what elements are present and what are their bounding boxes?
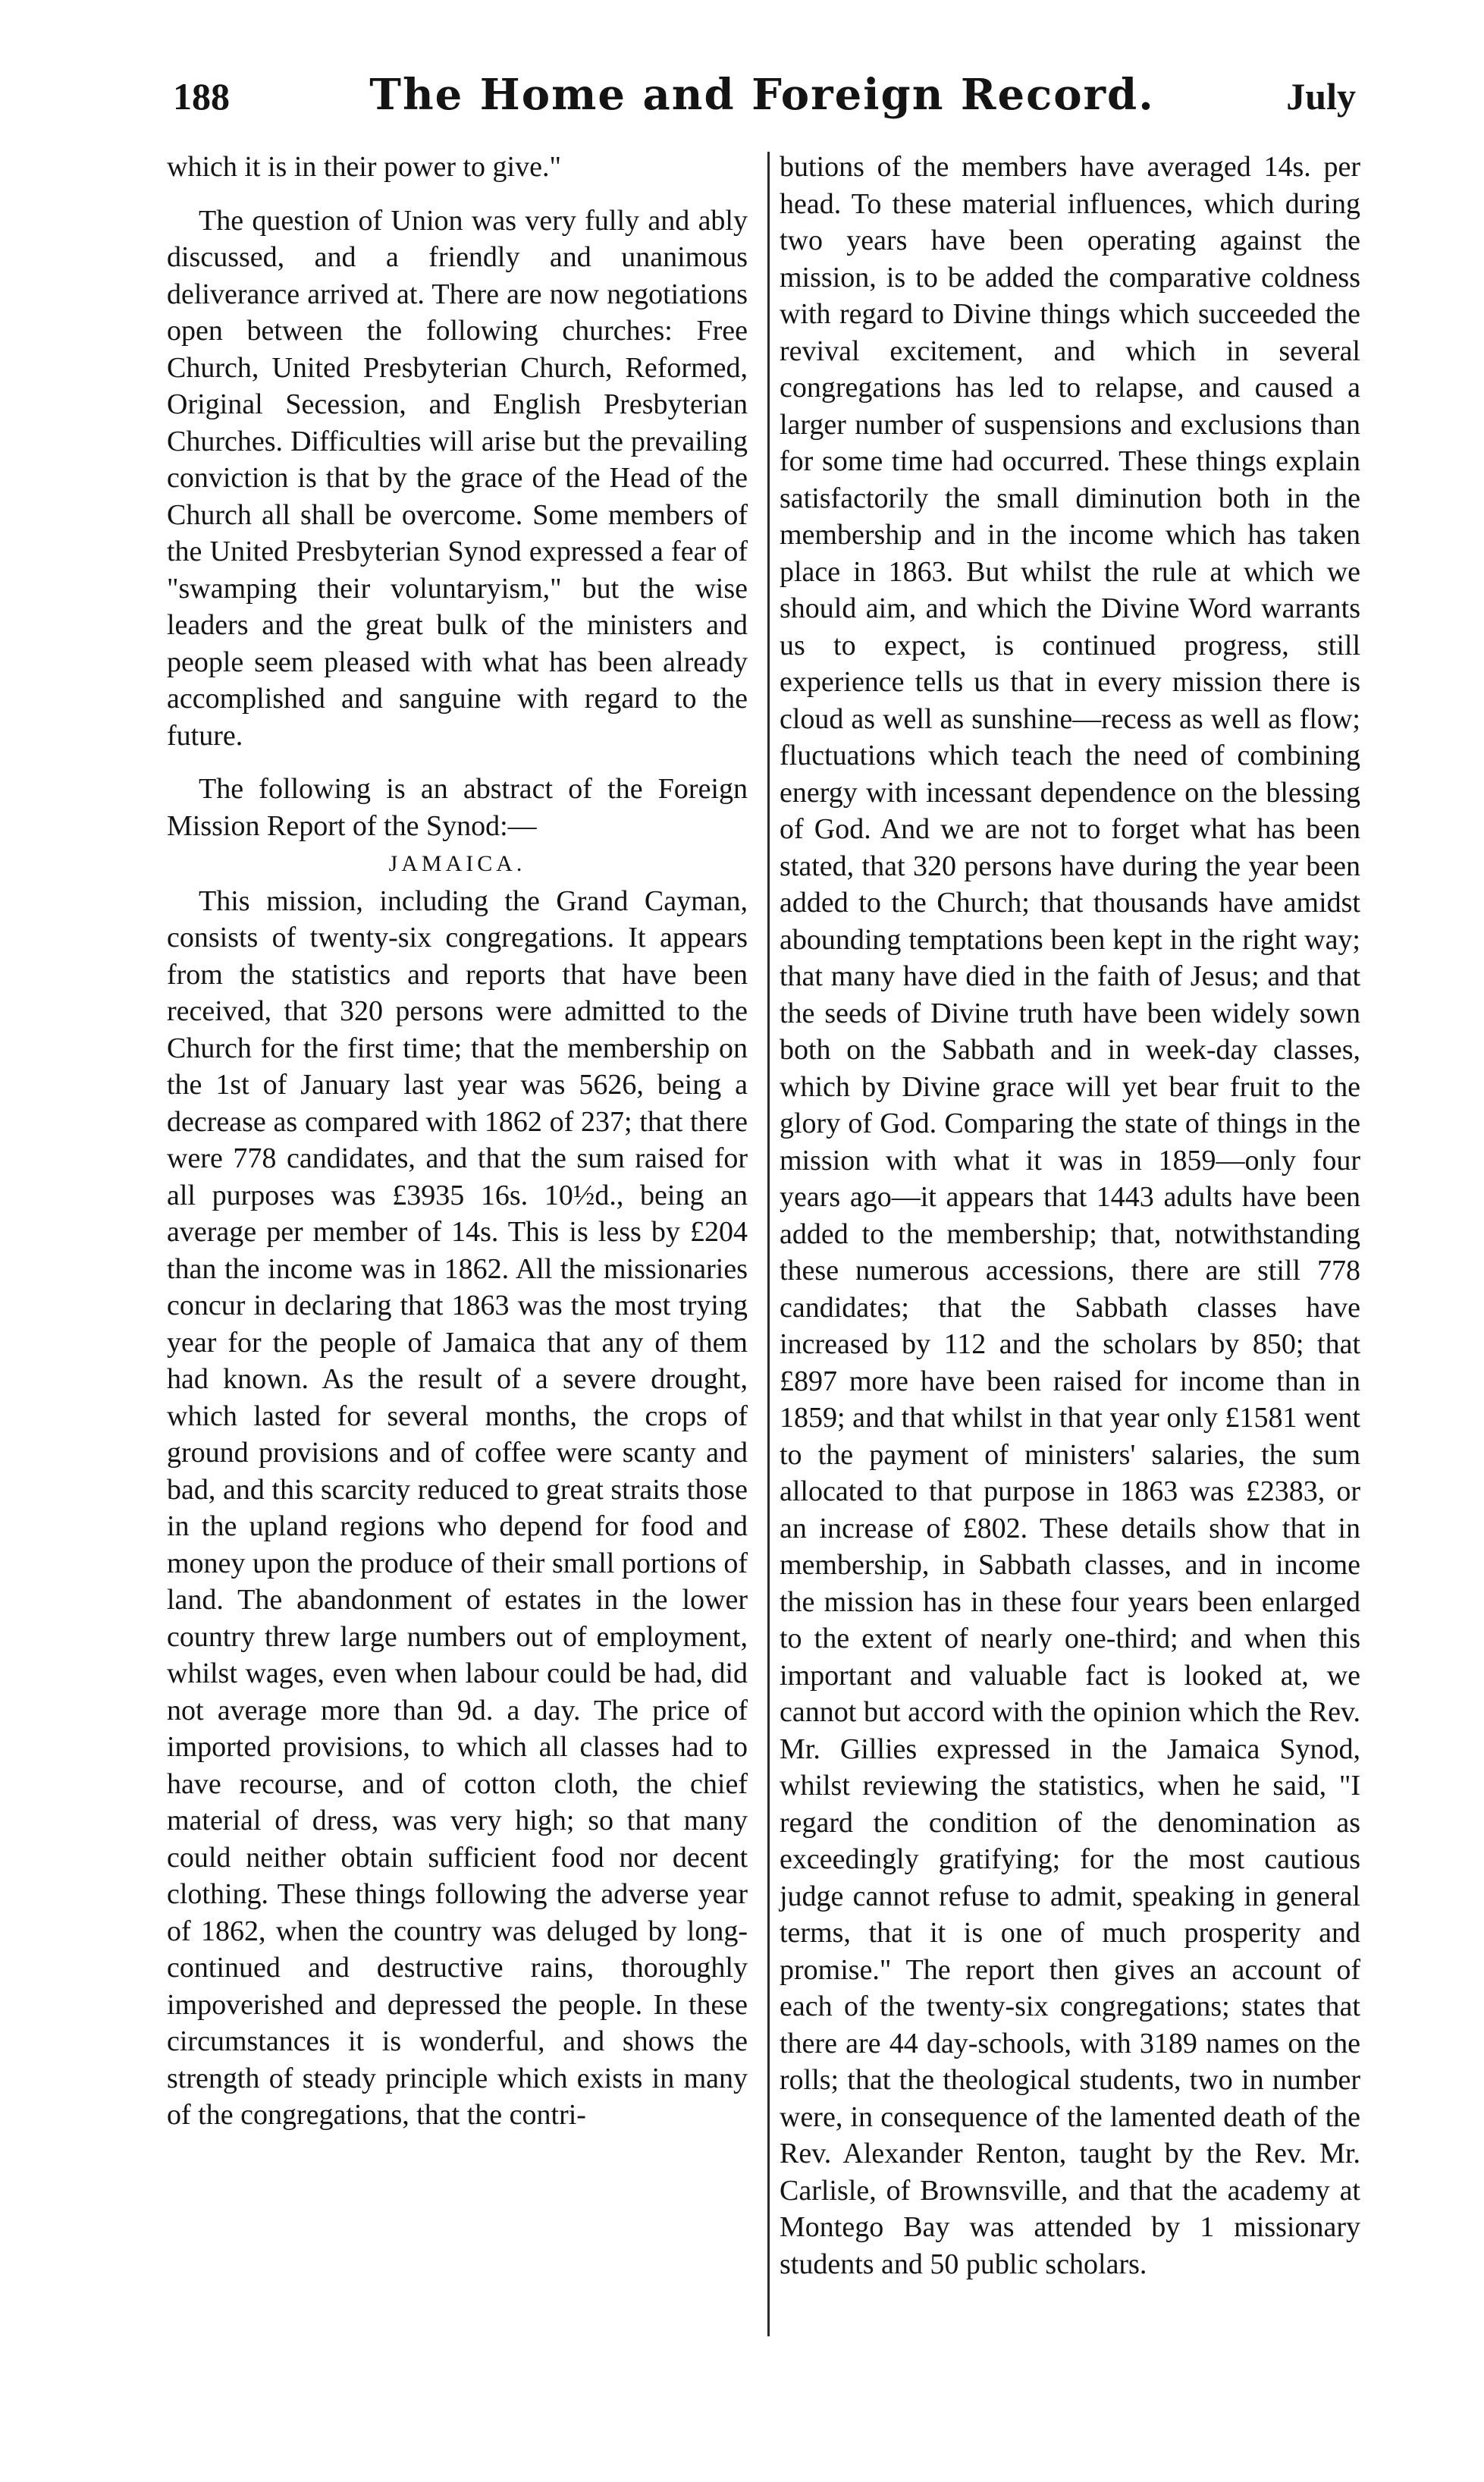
left-column xyxy=(167,149,748,2134)
publication-title: The Home and Foreign Record. xyxy=(369,70,1155,120)
section-heading: JAMAICA. xyxy=(388,851,526,876)
issue-month: July xyxy=(1286,75,1356,118)
paragraph: The question of Union was very fully and ably discussed, and a friendly and unanimous deliverance arrived at. There are now negotiations open between the following churches: Free Church, United Presbyterian Church, Reformed, Original Secession, and English Presbyterian Churches. Difficulties will arise but the prevailing conviction is that by the grace of the Head of the Church all shall be overcome. Some members of the United Presbyterian Synod expressed a fear of "swamping their voluntaryism," but the wise leaders and the great bulk of the ministers and people seem pleased with what has been already accomplished and sanguine with regard to the future. xyxy=(167,204,748,752)
right-column xyxy=(780,149,1360,2282)
running-header xyxy=(168,70,1356,130)
paragraph: butions of the members have averaged 14s. per head. To these material influences, which during two years have been operating against the mission, is to be added the comparative coldness with regard to Divine things which succeeded the revival excitement, and which in several congregations has led to relapse, and caused a larger number of suspensions and exclusions than for some time had occurred. These things explain satisfactorily the small diminution both in the membership and in the income which has taken place in 1863. But whilst the rule at which we should aim, and which the Divine Word warrants us to expect, is continued progress, still experience tells us that in every mission there is cloud as well as sunshine—recess as well as flow; fluctuations which teach the need of combining energy with incessant dependence on the blessing of God. And we are not to forget what has been stated, that 320 persons have during the year been added to the Church; that thousands have amidst abounding temptations been kept in the right way; that many have died in the faith of Jesus; and that the seeds of Divine truth have been widely sown both on the Sabbath and in week-day classes, which by Divine grace will yet bear fruit to the glory of God. Comparing the state of things in the mission with what it was in 1859—only four years ago—it appears that 1443 adults have been added to the membership; that, notwithstanding these numerous accessions, there are still 778 candidates; that the Sabbath classes have increased by 112 and the scholars by 850; that £897 more have been raised for income than in 1859; and that whilst in that year only £1581 went to the payment of ministers' salaries, the sum allocated to that purpose in 1863 was £2383, or an increase of £802. These details show that in membership, in Sabbath classes, and in income the mission has in these four years been enlarged to the extent of nearly one-third; and when this important and valuable fact is looked at, we cannot but accord with the opinion which the Rev. Mr. Gillies expressed in the Jamaica Synod, whilst reviewing the statistics, when he said, "I regard the condition of the denomination as exceedingly gratifying; for the most cautious judge cannot refuse to admit, speaking in general terms, that it is one of much prosperity and promise." The report then gives an account of each of the twenty-six congregations; states that there are 44 day-schools, with 3189 names on the rolls; that the theological students, two in number were, in consequence of the lamented death of the Rev. Alexander Renton, taught by the Rev. Mr. Carlisle, of Brownsville, and that the academy at Montego Bay was attended by 1 missionary students and 50 public scholars. xyxy=(780,151,1360,2280)
column-divider xyxy=(767,152,770,2336)
paragraph: This mission, including the Grand Cayman, consists of twenty-six congregations. It appears from the statistics and reports that have been received, that 320 persons were admitted to the Church for the first time; that the membership on the 1st of January last year was 5626, being a decrease as compared with 1862 of 237; that there were 778 candidates, and that the sum raised for all purposes was £3935 16s. 10½d., being an average per member of 14s. This is less by £204 than the income was in 1862. All the missionaries concur in declaring that 1863 was the most trying year for the people of Jamaica that any of them had known. As the result of a severe drought, which lasted for several months, the crops of ground provisions and of coffee were scanty and bad, and this scarcity reduced to great straits those in the upland regions who depend for food and money upon the produce of their small portions of land. The abandonment of estates in the lower country threw large numbers out of employment, whilst wages, even when labour could be had, did not average more than 9d. a day. The price of imported provisions, to which all classes had to have recourse, and of cotton cloth, the chief material of dress, was very high; so that many could neither obtain sufficient food nor decent clothing. These things following the adverse year of 1862, when the country was deluged by long-continued and destructive rains, thoroughly impoverished and depressed the people. In these circumstances it is wonderful, and shows the strength of steady principle which exists in many of the congregations, that the contri- xyxy=(167,884,748,2131)
paragraph: which it is in their power to give." xyxy=(167,151,561,183)
page-number: 188 xyxy=(173,75,230,118)
paragraph: The following is an abstract of the Foreign Mission Report of the Synod:— xyxy=(167,773,748,842)
